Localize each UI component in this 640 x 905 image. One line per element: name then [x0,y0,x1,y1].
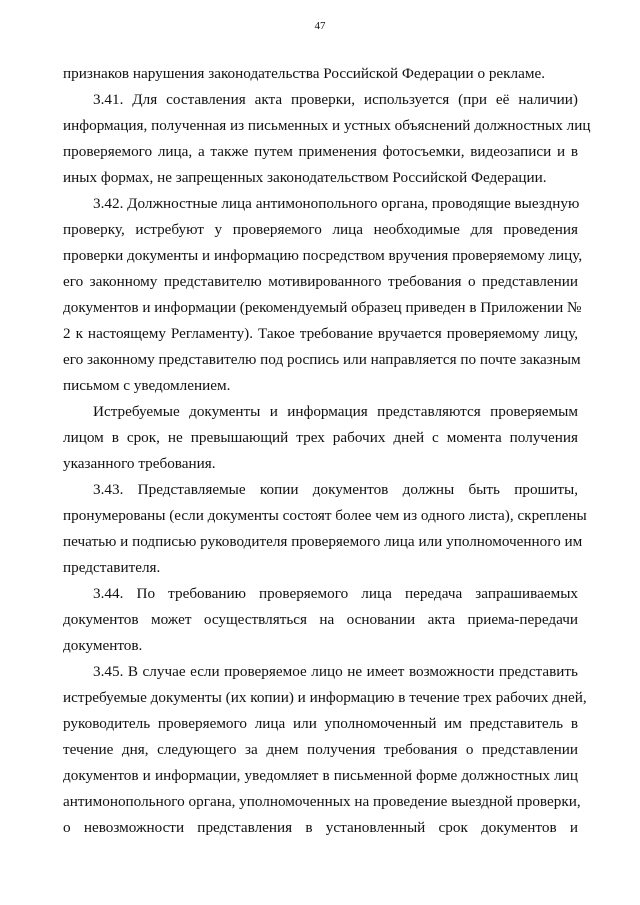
text-line: печатью и подписью руководителя проверяемого лица или уполномоченного им [63,533,583,550]
text-line: руководитель проверяемого лица или уполномоченный им представитель в [63,715,578,732]
text-line: информация, полученная из письменных и устных объяснений должностных лиц [63,117,591,134]
page-number: 47 [314,20,326,32]
text-line: истребуемые документы (их копии) и информацию в течение трех рабочих дней, [63,689,587,706]
text-line: его законному представителю мотивированного требования о представлении [63,273,578,290]
text-line: 3.41. Для составления акта проверки, используется (при её наличии) [93,91,578,108]
text-line: лицом в срок, не превышающий трех рабочих дней с момента получения [63,429,578,446]
text-line: признаков нарушения законодательства Российской Федерации о рекламе. [63,65,546,82]
text-line: письмом с уведомлением. [63,377,231,394]
text-line: Истребуемые документы и информация представляются проверяемым [93,403,578,420]
text-line: документов. [63,637,143,654]
body-text [63,61,591,841]
text-line: о невозможности представления в установленный срок документов и [63,819,578,836]
text-line: иных формах, не запрещенных законодательством Российской Федерации. [63,169,547,186]
text-line: 3.43. Представляемые копии документов должны быть прошиты, [93,481,578,498]
text-line: 3.44. По требованию проверяемого лица передача запрашиваемых [93,585,578,602]
text-line: документов и информации (рекомендуемый образец приведен в Приложении № [63,299,582,316]
text-line: антимонопольного органа, уполномоченных на проведение выездной проверки, [63,793,581,810]
text-line: проверки документы и информацию посредством вручения проверяемому лицу, [63,247,583,264]
text-line: указанного требования. [63,455,216,472]
text-line: пронумерованы (если документы состоят более чем из одного листа), скреплены [63,507,587,524]
text-line: его законному представителю под роспись или направляется по почте заказным [63,351,581,368]
text-line: 2 к настоящему Регламенту). Такое требование вручается проверяемому лицу, [63,325,578,342]
text-line: 3.45. В случае если проверяемое лицо не имеет возможности представить [93,663,578,680]
text-line: представителя. [63,559,161,576]
text-line: проверку, истребуют у проверяемого лица необходимые для проведения [63,221,578,238]
text-line: течение дня, следующего за днем получения требования о представлении [63,741,578,758]
text-line: 3.42. Должностные лица антимонопольного органа, проводящие выездную [93,195,580,212]
text-line: документов и информации, уведомляет в письменной форме должностных лиц [63,767,578,784]
text-line: документов может осуществляться на основании акта приема-передачи [63,611,578,628]
text-line: проверяемого лица, а также путем применения фотосъемки, видеозаписи и в [63,143,578,160]
